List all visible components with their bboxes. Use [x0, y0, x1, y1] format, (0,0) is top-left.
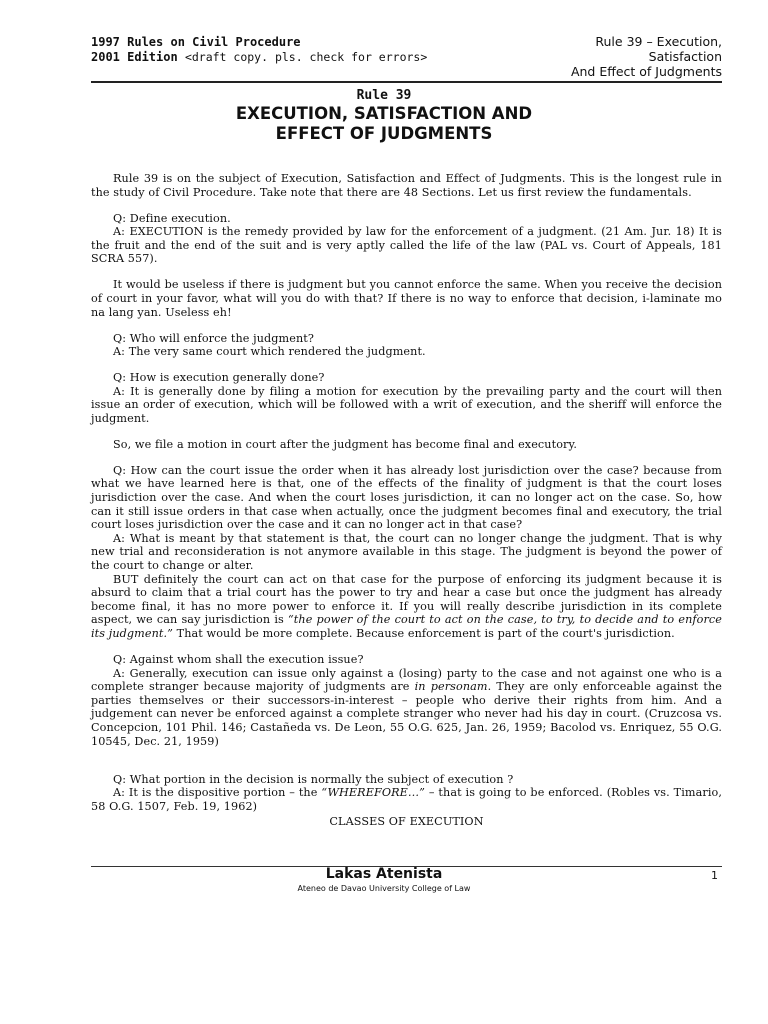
- section-heading-classes: CLASSES OF EXECUTION: [329, 815, 484, 829]
- answer-1: A: EXECUTION is the remedy provided by law for the enforcement of a judgment. (21 Am. Jur. 18) It is the fruit and the end of the suit and is very aptly called the life of the law (PAL vs. Court of Appeals, 181 SCRA 557).: [91, 225, 722, 266]
- header-book-title: 1997 Rules on Civil Procedure: [91, 35, 301, 49]
- header-divider: [91, 81, 722, 83]
- answer-6: [91, 786, 722, 813]
- paragraph-useless: It would be useless if there is judgment but you cannot enforce the same. When you receive the decision of court in your favor, what will you do with that? If there is no way to enforce that decision, i-laminate mo na lang yan. Useless eh!: [91, 278, 722, 319]
- header-rule-line2: Satisfaction: [648, 49, 722, 64]
- answer-5-end: . They are only enforceable against the parties themselves or their successors-in-interest – people who derive their rights from him. And a judgement can never be enforced against a complete stranger who never had his day in court. (Cruzcosa vs. Concepcion, 101 Phil. 146; Castañeda vs. De Leon, 55 O.G. 625, Jan. 26, 1959; Bacolod vs. Enriquez, 55 O.G. 10545, Dec. 21, 1959): [91, 680, 722, 748]
- answer-3: A: It is generally done by filing a motion for execution by the prevailing party and the court will then issue an order of execution, which will be followed with a writ of execution, and the sheriff will enforce the judgment.: [91, 384, 722, 425]
- question-1: Q: Define execution.: [113, 211, 231, 225]
- question-5: Q: Against whom shall the execution issue?: [113, 652, 364, 666]
- header-edition-label: 2001 Edition: [91, 50, 178, 64]
- jurisdiction-text-start: BUT definitely the court can act on that case for the purpose of enforcing its judgment because it is absurd to claim that a trial court has the power to try and hear a case but once the judgment has already become final, it has no more power to enforce it. If you will really describe jurisdiction in its complete aspect, we can say jurisdiction is: [91, 572, 722, 627]
- rule-number: Rule 39: [356, 88, 412, 103]
- header-draft-note: <draft copy. pls. check for errors>: [184, 50, 428, 64]
- page-number: 1: [711, 869, 718, 882]
- question-4: Q: How can the court issue the order when it has already lost jurisdiction over the case? because from what we have learned here is that, one of the effects of the finality of judgment is that the court loses jurisdiction over the case. And when the court loses jurisdiction, it can no longer act on the case. So, how can it still issue orders in that case when actually, once the judgment becomes final and executory, the trial court loses jurisdiction over the case and it can no longer act in that case?: [91, 463, 722, 532]
- header-edition: [91, 50, 427, 65]
- question-6: Q: What portion in the decision is normally the subject of execution ?: [113, 772, 514, 786]
- document-body: [91, 172, 722, 841]
- header-rule-line3: And Effect of Judgments: [570, 64, 722, 79]
- intro-paragraph: Rule 39 is on the subject of Execution, Satisfaction and Effect of Judgments. This is the longest rule in the study of Civil Procedure. Take note that there are 48 Sections. Let us first review the fundamentals.: [91, 172, 722, 199]
- page-title: [0, 104, 768, 144]
- paragraph-jurisdiction: [91, 573, 722, 641]
- answer-5: [91, 667, 722, 749]
- footer-title: Lakas Atenista: [325, 866, 443, 882]
- answer-5-start: A: Generally, execution can issue only against a (losing) party to the case and not against one who is a complete stranger because majority of judgments are: [91, 666, 722, 694]
- header-left: [91, 35, 427, 65]
- answer-6-start: A: It is the dispositive portion – the: [113, 786, 322, 800]
- answer-6-italic: “WHEREFORE…”: [321, 786, 425, 800]
- question-2: Q: Who will enforce the judgment?: [113, 331, 314, 345]
- jurisdiction-text-end: That would be more complete. Because enforcement is part of the court's jurisdiction.: [172, 626, 675, 640]
- header-rule-line1: Rule 39 – Execution,: [595, 34, 722, 49]
- title-line-2: EFFECT OF JUDGMENTS: [275, 124, 493, 143]
- jurisdiction-quote: “the power of the court to act on the case, to try, to decide and to enforce its judgment.”: [91, 613, 722, 640]
- answer-2: A: The very same court which rendered the judgment.: [113, 345, 426, 359]
- footer-subtitle: Ateneo de Davao University College of Law: [297, 884, 471, 893]
- question-3: Q: How is execution generally done?: [113, 371, 325, 385]
- paragraph-motion: So, we file a motion in court after the judgment has become final and executory.: [113, 437, 578, 451]
- blank-space: [91, 761, 722, 773]
- answer-6-end: – that is going to be enforced. (Robles vs. Timario, 58 O.G. 1507, Feb. 19, 1962): [91, 786, 723, 813]
- answer-5-italic: in personam: [414, 680, 488, 694]
- header-right: [462, 34, 722, 79]
- answer-4: A: What is meant by that statement is that, the court can no longer change the judgment. That is why new trial and reconsideration is not anymore available in this stage. The judgment is beyond the power of the court to change or alter.: [91, 531, 722, 572]
- title-line-1: EXECUTION, SATISFACTION AND: [235, 104, 533, 123]
